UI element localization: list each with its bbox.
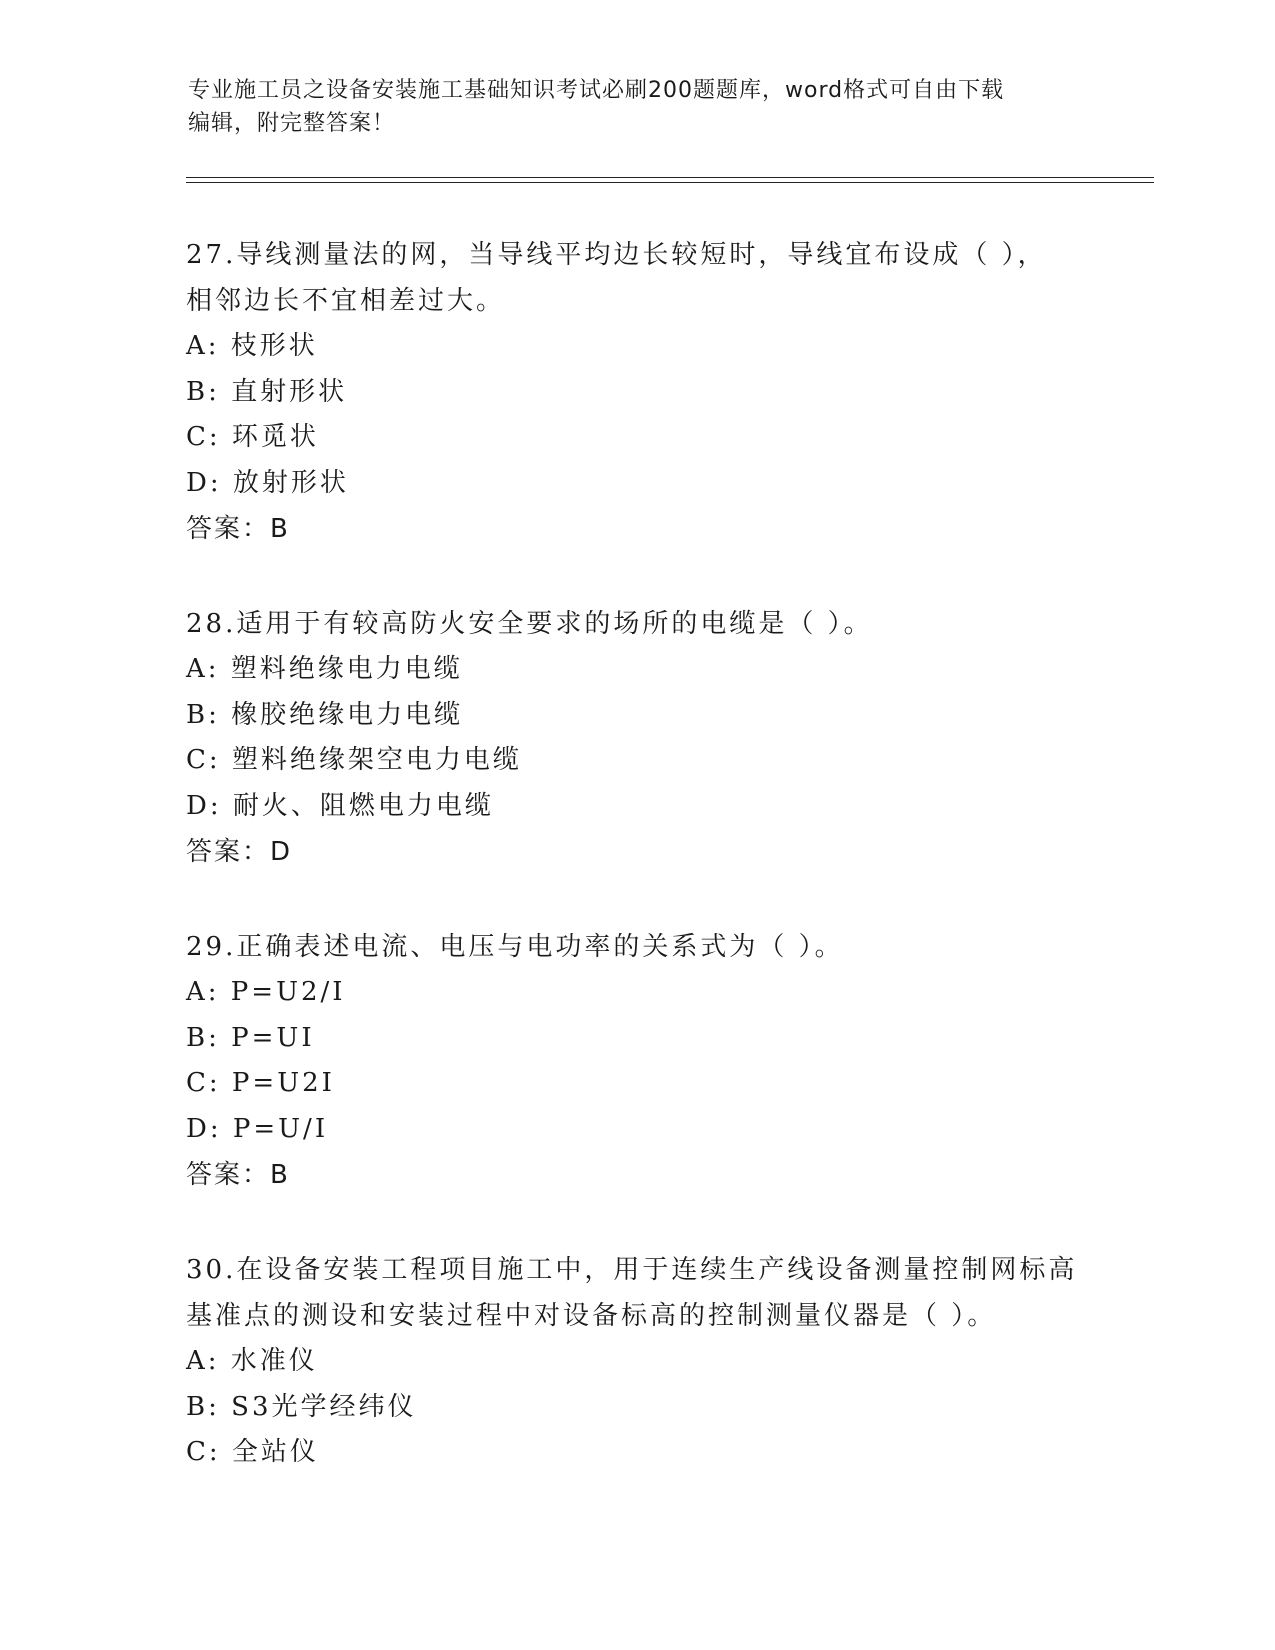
answer: 答案：D	[186, 837, 293, 867]
option-c: C: 全站仪	[186, 1437, 319, 1467]
option-c: C: 塑料绝缘架空电力电缆	[186, 745, 522, 775]
question-29	[186, 924, 1146, 1198]
question-list	[186, 232, 1146, 1525]
question-text: 29.正确表述电流、电压与电功率的关系式为（ ）。	[186, 932, 844, 962]
option-c: C: 环觅状	[186, 422, 319, 452]
question-text-continued: 相邻边长不宜相差过大。	[186, 286, 506, 316]
question-30	[186, 1247, 1146, 1476]
header-line-2: 编辑，附完整答案！	[188, 111, 396, 136]
option-d: D: 放射形状	[186, 467, 349, 498]
header-line-1: 专业施工员之设备安装施工基础知识考试必刷200题题库，word格式可自由下载	[188, 78, 1005, 103]
document-header	[188, 74, 1088, 140]
answer: 答案：B	[186, 1160, 290, 1190]
answer: 答案：B	[186, 514, 290, 544]
option-b: B: 橡胶绝缘电力电缆	[186, 699, 464, 730]
question-text-continued: 基准点的测设和安装过程中对设备标高的控制测量仪器是（ ）。	[186, 1301, 997, 1331]
option-b: B: S3光学经纬仪	[186, 1391, 417, 1422]
question-28	[186, 601, 1146, 875]
question-27	[186, 232, 1146, 552]
option-c: C: P=U2I	[186, 1068, 335, 1098]
header-divider-bottom	[186, 182, 1154, 183]
option-b: B: P=UI	[186, 1022, 315, 1053]
question-text: 28.适用于有较高防火安全要求的场所的电缆是（ ）。	[186, 609, 873, 639]
option-a: A: 枝形状	[186, 331, 318, 361]
option-d: D: P=U/I	[186, 1113, 329, 1144]
question-text: 30.在设备安装工程项目施工中，用于连续生产线设备测量控制网标高	[186, 1255, 1078, 1285]
header-divider-top	[186, 177, 1154, 178]
option-a: A: 塑料绝缘电力电缆	[186, 654, 463, 684]
option-b: B: 直射形状	[186, 376, 348, 407]
question-text: 27.导线测量法的网，当导线平均边长较短时，导线宜布设成（ ），	[186, 240, 1047, 270]
option-a: A: 水准仪	[186, 1346, 318, 1376]
option-d: D: 耐火、阻燃电力电缆	[186, 790, 494, 821]
option-a: A: P=U2/I	[186, 977, 346, 1007]
